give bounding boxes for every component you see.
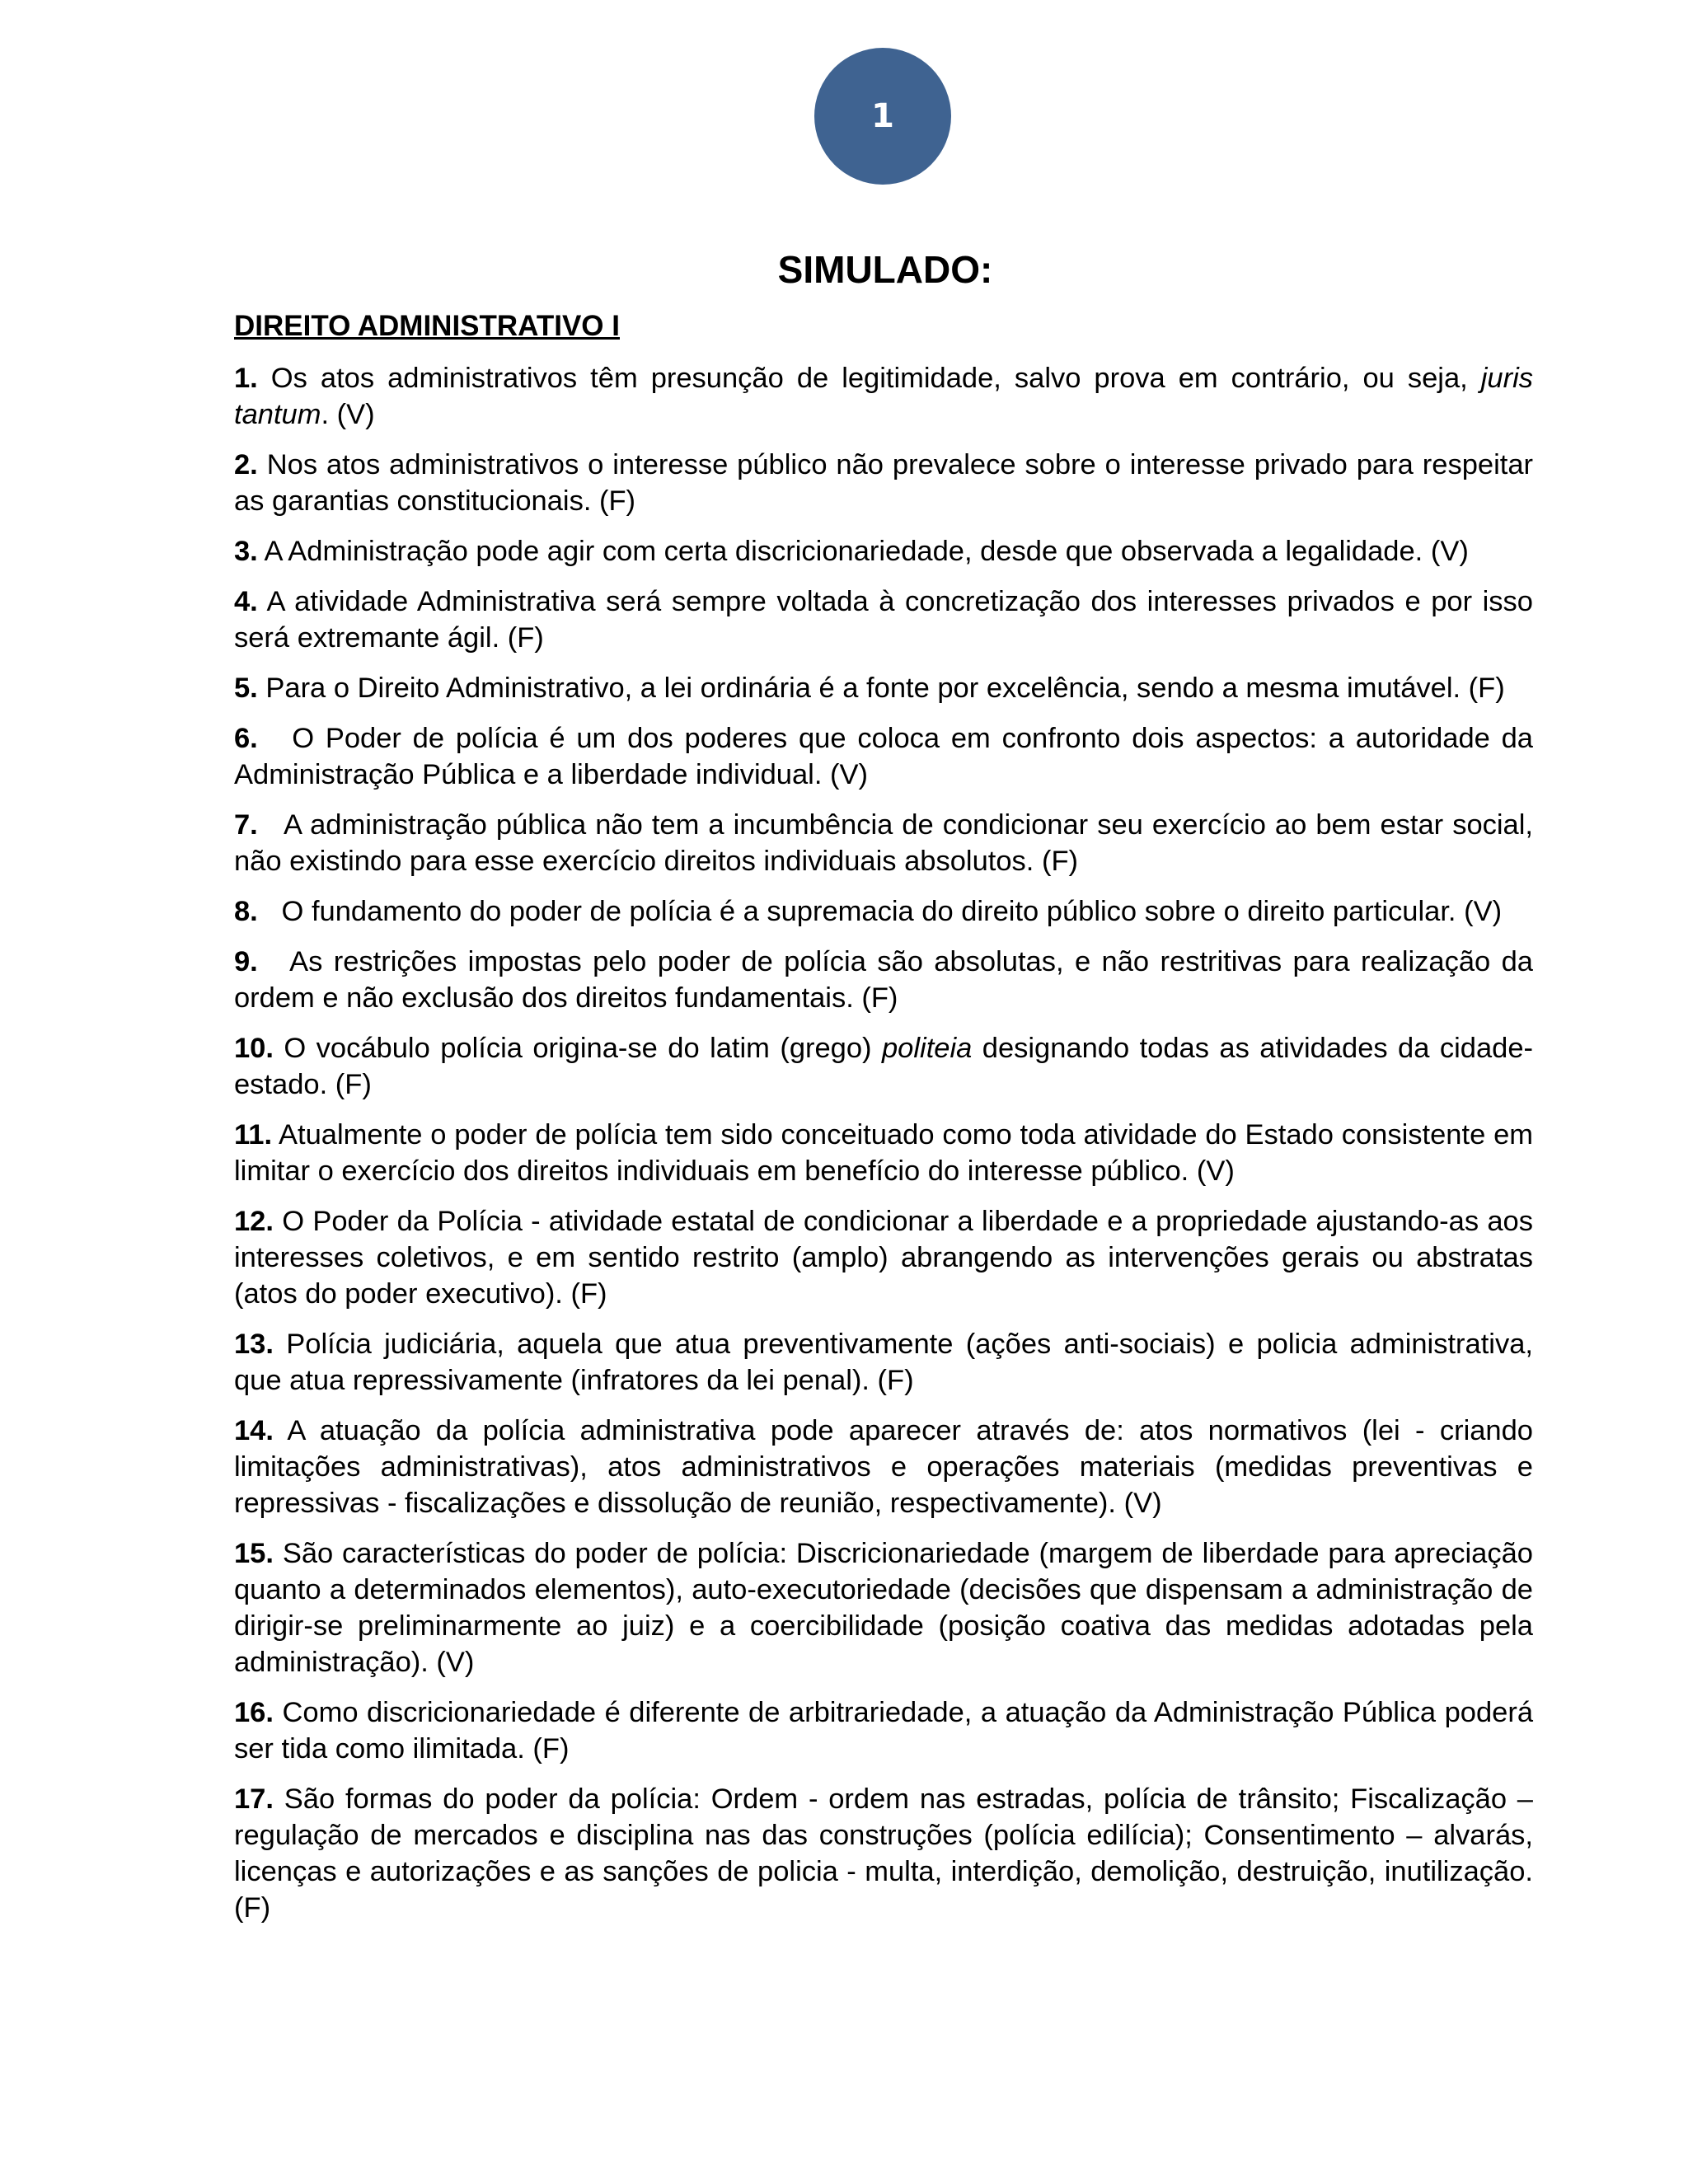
question-number: 17. [234, 1783, 274, 1815]
question-list [234, 360, 1533, 1940]
question-item: 2. Nos atos administrativos o interesse público não prevalece sobre o interesse privado para respeitar as garantias constitucionais. (F) [234, 449, 1533, 517]
question-number: 1. [234, 363, 258, 394]
question-number: 14. [234, 1415, 274, 1446]
question-number: 9. [234, 946, 258, 977]
question-item: 14. A atuação da polícia administrativa pode aparecer através de: atos normativos (lei - criando limitações administrativas), atos administrativos e operações materiais (medidas preventivas e repressivas - fiscalizações e dissolução de reunião, respectivamente). (V) [234, 1415, 1533, 1519]
question-number: 12. [234, 1206, 274, 1237]
question-item: 11. Atualmente o poder de polícia tem sido conceituado como toda atividade do Estado consistente em limitar o exercício dos direitos individuais em benefício do interesse público. (V) [234, 1119, 1533, 1187]
question-item: 3. A Administração pode agir com certa discricionariedade, desde que observada a legalidade. (V) [234, 536, 1469, 567]
question-number: 5. [234, 673, 258, 704]
question-item: 16. Como discricionariedade é diferente de arbitrariedade, a atuação da Administração Pública poderá ser tida como ilimitada. (F) [234, 1697, 1534, 1765]
question-number: 8. [234, 896, 258, 927]
question-item: 6. O Poder de polícia é um dos poderes que coloca em confronto dois aspectos: a autoridade da Administração Pública e a liberdade individual. (V) [234, 723, 1533, 790]
question-item: 1. Os atos administrativos têm presunção de legitimidade, salvo prova em contrário, ou seja, juris tantum. (V) [234, 363, 1534, 430]
question-item: 13. Polícia judiciária, aquela que atua preventivamente (ações anti-sociais) e policia administrativa, que atua repressivamente (infratores da lei penal). (F) [234, 1329, 1533, 1396]
question-item: 5. Para o Direito Administrativo, a lei ordinária é a fonte por excelência, sendo a mesma imutável. (F) [234, 673, 1505, 704]
question-number: 10. [234, 1033, 274, 1064]
question-number: 13. [234, 1329, 274, 1360]
document-title: SIMULADO: [777, 248, 993, 291]
question-number: 3. [234, 536, 258, 567]
page-number-badge [814, 48, 951, 185]
question-number: 16. [234, 1697, 274, 1728]
question-item: 7. A administração pública não tem a incumbência de condicionar seu exercício ao bem estar social, não existindo para esse exercício direitos individuais absolutos. (F) [234, 809, 1533, 877]
page-number: 1 [871, 97, 894, 135]
question-number: 15. [234, 1538, 274, 1569]
question-item: 12. O Poder da Polícia - atividade estatal de condicionar a liberdade e a propriedade ajustando-as aos interesses coletivos, e em sentido restrito (amplo) abrangendo as intervenções gerais ou abstratas (atos do poder executivo). (F) [234, 1206, 1533, 1310]
question-item: 15. São características do poder de polícia: Discricionariedade (margem de liberdade para apreciação quanto a determinados elementos), auto-executoriedade (decisões que dispensam a administração de dirigir-se preliminarmente ao juiz) e a coercibilidade (posição coativa das medidas adotadas pela administração). (V) [234, 1538, 1533, 1678]
question-item: 17. São formas do poder da polícia: Ordem - ordem nas estradas, polícia de trânsito; Fiscalização – regulação de mercados e disciplina nas das construções (polícia edilícia); Consentimento – alvarás, licenças e autorizações e as sanções de policia - multa, interdição, demolição, destruição, inutilização. (F) [234, 1783, 1533, 1924]
question-item: 8. O fundamento do poder de polícia é a supremacia do direito público sobre o direito particular. (V) [234, 896, 1503, 927]
question-number: 2. [234, 449, 258, 480]
question-item: 4. A atividade Administrativa será sempre voltada à concretização dos interesses privados e por isso será extremante ágil. (F) [234, 586, 1533, 654]
question-number: 7. [234, 809, 258, 841]
question-number: 11. [234, 1119, 273, 1151]
question-number: 6. [234, 723, 258, 754]
question-item: 9. As restrições impostas pelo poder de polícia são absolutas, e não restritivas para realização da ordem e não exclusão dos direitos fundamentais. (F) [234, 946, 1533, 1014]
question-item: 10. O vocábulo polícia origina-se do latim (grego) politeia designando todas as atividades da cidade-estado. (F) [234, 1033, 1534, 1100]
subject-heading: DIREITO ADMINISTRATIVO I [234, 310, 620, 342]
question-number: 4. [234, 586, 258, 617]
